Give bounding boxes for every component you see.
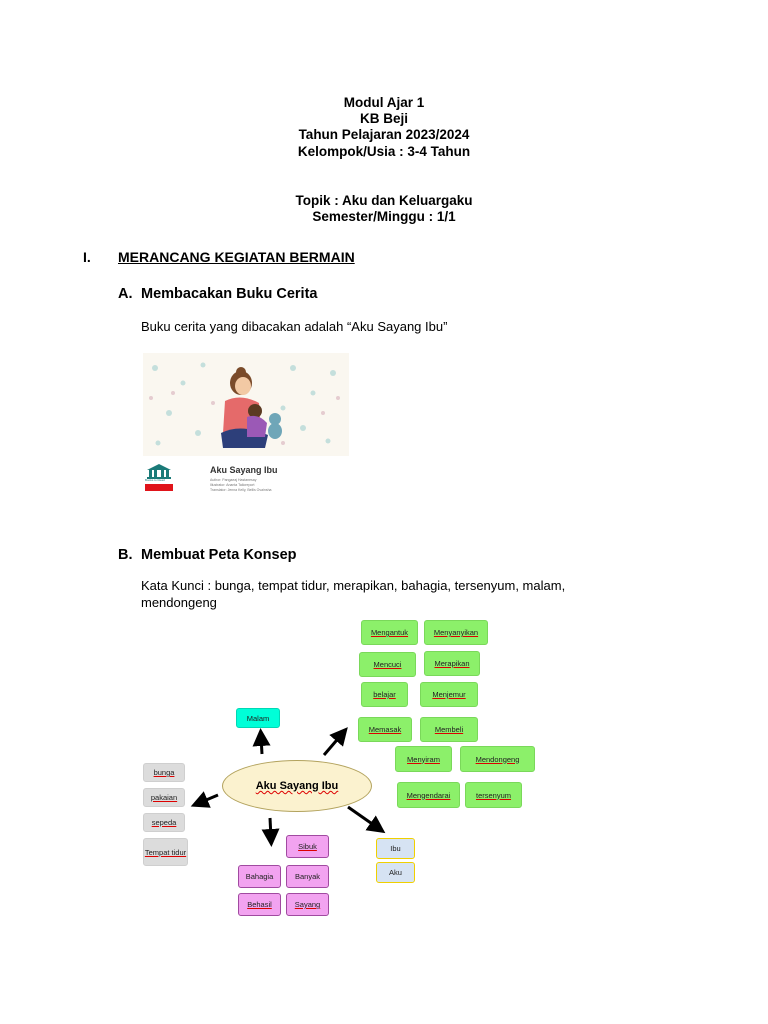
node-bunga: bunga xyxy=(143,763,185,782)
concept-map-center: Aku Sayang Ibu xyxy=(222,760,372,812)
cover-title: Aku Sayang Ibu xyxy=(210,465,278,475)
node-menyiram: Menyiram xyxy=(395,746,452,772)
school-year: Tahun Pelajaran 2023/2024 xyxy=(298,127,470,142)
school-name: KB Beji xyxy=(359,111,408,126)
arrow-to-verbs xyxy=(324,734,342,755)
node-sibuk: Sibuk xyxy=(286,835,329,858)
node-aku: Aku xyxy=(376,862,415,883)
semester-week: Semester/Minggu : 1/1 xyxy=(312,209,456,224)
keywords-line-1: Kata Kunci : bunga, tempat tidur, merapikan, bahagia, tersenyum, malam, xyxy=(141,578,566,593)
node-memasak: Memasak xyxy=(358,717,412,742)
arrow-to-malam xyxy=(261,737,262,754)
node-sayang: Sayang xyxy=(286,893,329,916)
age-group: Kelompok/Usia : 3-4 Tahun xyxy=(297,144,471,159)
node-mencuci: Mencuci xyxy=(359,652,416,677)
keywords-line-2: mendongeng xyxy=(141,595,217,610)
node-menjemur: Menjemur xyxy=(420,682,478,707)
arrow-to-people xyxy=(348,807,378,828)
cover-translator: Translator: Jenna Kelly, Bellis Ovainsha xyxy=(210,488,272,492)
node-sepeda: sepeda xyxy=(143,813,185,832)
node-banyak: Banyak xyxy=(286,865,329,888)
section-title: MERANCANG KEGIATAN BERMAIN xyxy=(118,249,355,265)
node-mengendarai: Mengendarai xyxy=(397,782,460,808)
node-merapikan: Merapikan xyxy=(424,651,480,676)
node-membeli: Membeli xyxy=(420,717,478,742)
arrow-to-adjectives xyxy=(270,818,271,838)
node-behasil: Behasil xyxy=(238,893,281,916)
node-menyanyikan: Menyanyikan xyxy=(424,620,488,645)
node-tempat-tidur: Tempat tidur xyxy=(143,838,188,866)
node-bahagia: Bahagia xyxy=(238,865,281,888)
node-mengantuk: Mengantuk xyxy=(361,620,418,645)
subsection-a-label: A. xyxy=(118,286,133,302)
node-belajar: belajar xyxy=(361,682,408,707)
cover-illustrator: Illustrator: Ananta Tailoreport xyxy=(210,483,255,487)
node-pakaian: pakaian xyxy=(143,788,185,807)
subsection-b-title: Membuat Peta Konsep xyxy=(141,547,297,563)
module-title: Modul Ajar 1 xyxy=(343,95,425,110)
section-number: I. xyxy=(83,249,91,265)
topic: Topik : Aku dan Keluargaku xyxy=(295,193,473,208)
node-malam: Malam xyxy=(236,708,280,728)
subsection-a-title: Membacakan Buku Cerita xyxy=(141,286,318,302)
node-ibu: Ibu xyxy=(376,838,415,859)
cover-author: Author: Pangaeaj Hastanesay xyxy=(210,478,257,482)
node-mendongeng: Mendongeng xyxy=(460,746,535,772)
publisher-name: Books to Read xyxy=(145,478,165,482)
node-tersenyum: tersenyum xyxy=(465,782,522,808)
arrow-to-nouns xyxy=(199,795,218,803)
story-book-text: Buku cerita yang dibacakan adalah “Aku Sayang Ibu” xyxy=(141,319,448,334)
subsection-b-label: B. xyxy=(118,547,133,563)
